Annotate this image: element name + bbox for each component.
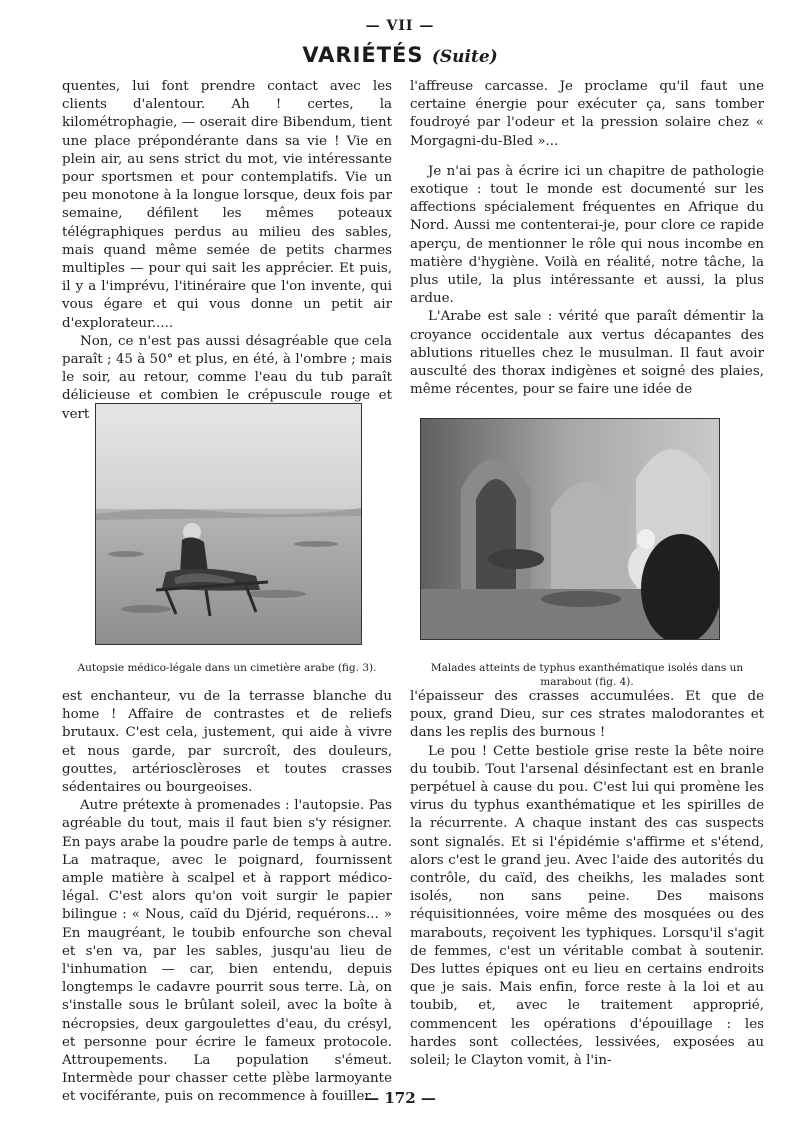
page-number: — 172 — [364,1089,436,1107]
title-suite: (Suite) [431,47,498,67]
paragraph: Je n'ai pas à écrire ici un chapitre de pathologie exotique : tout le monde est documenté sur les affections spécialement fréquentes en Afrique du Nord. Aussi me contenterai-je, pour clore ce rapide aperçu, de mentionner le rôle qui nous incombe en matière d'hygiène. Voilà en réalité, notre tâche, la plus utile, la plus intéressante et aussi, la plus ardue. [410,163,764,307]
column-right-top [410,78,764,399]
paragraph: Autre prétexte à promenades : l'autopsie. Pas agréable du tout, mais il faut bien s'y résigner. En pays arabe la poudre parle de temps à autre. La matraque, avec le poignard, fournissent ample matière à scalpel et à rapport médico-légal. C'est alors qu'on voit surgir le papier bilingue : « Nous, caïd du Djérid, requérons... » En maugréant, le toubib enfourche son cheval et s'en va, par les sables, jusqu'au lieu de l'inhumation — car, bien entendu, depuis longtemps le cadavre pourrit sous terre. Là, on s'installe sous le brûlant soleil, avec la boîte à nécropsies, deux gargoulettes d'eau, du crésyl, et personne pour écrire le fameux protocole. Attroupements. La population s'émeut. Intermède pour chasser cette plèbe larmoyante et vociférante, puis on recommence à fouiller [62,798,392,1105]
figure-caption: Malades atteints de typhus exanthématique isolés dans un marabout (fig. 4). [430,662,744,688]
roman-page-number: — VII — [365,18,435,34]
paragraph: Non, ce n'est pas aussi désagréable que cela paraît ; 45 à 50° et plus, en été, à l'ombre ; mais le soir, au retour, comme l'eau du tub paraît délicieuse et combien le crépuscule rouge et vert [62,333,392,422]
column-right-bottom [410,688,764,1070]
title-text: VARIÉTÉS [302,43,424,67]
paragraph: l'épaisseur des crasses accumulées. Et que de poux, grand Dieu, sur ces strates malodorantes et dans les replis des burnous ! [410,689,764,741]
photo-typhus-marabout [420,418,720,640]
paragraph: quentes, lui font prendre contact avec les clients d'alentour. Ah ! certes, la kilométrophagie, — oserait dire Bibendum, tient une place prépondérante dans sa vie ! Vie en plein air, au sens strict du mot, vie intéressante pour sportsmen et pour contemplatifs. Vie un peu monotone à la longue lorsque, deux fois par semaine, défilent les mêmes poteaux télégraphiques perdus au milieu des sables, mais quand même semée de petits charmes multiples — pour qui sait les apprécier. Et puis, il y a l'imprévu, l'itinéraire que l'on invente, qui vous égare et qui vous donne un petit air d'explorateur..... [62,79,392,331]
column-left-bottom [62,688,392,1107]
paragraph: Le pou ! Cette bestiole grise reste la bête noire du toubib. Tout l'arsenal désinfectant est en branle perpétuel à cause du pou. C'est lui qui promène les virus du typhus exanthématique et les spirilles de la récurrente. A chaque instant des cas suspects sont signalés. Et si l'épidémie s'affirme et s'étend, alors c'est le grand jeu. Avec l'aide des autorités du contrôle, du caïd, des cheikhs, les malades sont isolés, non sans peine. Des maisons réquisitionnées, voire même des mosquées ou des marabouts, reçoivent les typhiques. Lorsqu'il s'agit de femmes, c'est un véritable combat à soutenir. Des luttes épiques ont eu lieu en certains endroits que je sais. Mais enfin, force reste à la loi et au toubib, et, avec le traitement approprié, commencent les opérations d'épouillage : les hardes sont collectées, lessivées, exposées au soleil; le Clayton vomit, à l'in- [410,743,764,1069]
figure-caption: Autopsie médico-légale dans un cimetière arabe (fig. 3). [77,662,377,674]
section-title [0,43,800,67]
photo-autopsy-cemetery [95,403,362,645]
paragraph: l'affreuse carcasse. Je proclame qu'il faut une certaine énergie pour exécuter ça, sans tomber foudroyé par l'odeur et la pression solaire chez « Morgagni-du-Bled »... [410,79,764,149]
column-left-top [62,78,392,424]
paragraph: est enchanteur, vu de la terrasse blanche du home ! Affaire de contrastes et de reliefs brutaux. C'est cela, justement, qui aide à vivre et nous garde, par surcroît, des douleurs, gouttes, artériosclèroses et toutes crasses sédentaires ou bourgeoises. [62,689,392,796]
paragraph: L'Arabe est sale : vérité que paraît démentir la croyance occidentale aux vertus décapantes des ablutions rituelles chez le musulman. Il faut avoir ausculté des thorax indigènes et soigné des plaies, même récentes, pour se faire une idée de [410,309,764,398]
